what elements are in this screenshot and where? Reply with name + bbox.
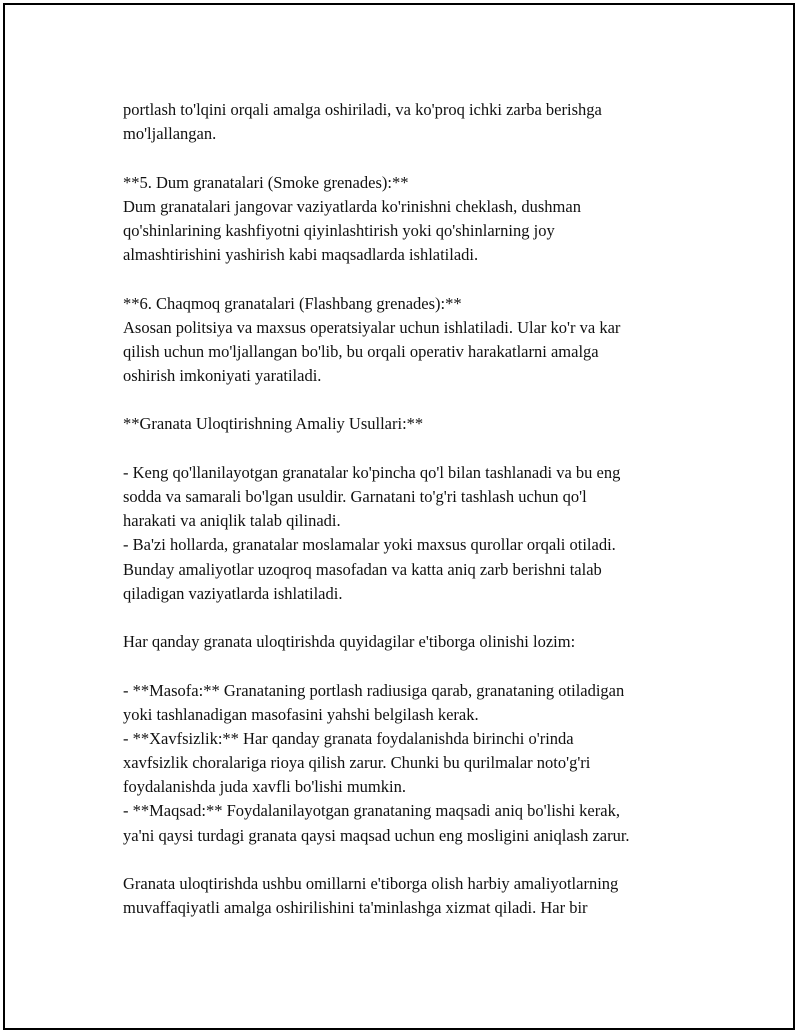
text-line: **5. Dum granatalari (Smoke grenades):**	[123, 172, 409, 192]
text-line: almashtirishini yashirish kabi maqsadlarda ishlatiladi.	[123, 245, 479, 265]
text-line: mo'ljallangan.	[123, 124, 217, 144]
text-line: xavfsizlik choralariga rioya qilish zarur. Chunki bu qurilmalar noto'g'ri	[123, 753, 591, 773]
text-line: oshirish imkoniyati yaratiladi.	[123, 366, 322, 386]
blank-line	[123, 267, 723, 291]
text-line: - **Masofa:** Granataning portlash radiusiga qarab, granataning otiladigan	[123, 680, 625, 700]
blank-line	[123, 146, 723, 170]
text-line: yoki tashlanadigan masofasini yahshi belgilash kerak.	[123, 704, 479, 724]
blank-line	[123, 437, 723, 461]
text-line: muvaffaqiyatli amalga oshirilishini ta'minlashga xizmat qiladi. Har bir	[123, 898, 588, 918]
text-line: Granata uloqtirishda ushbu omillarni e'tiborga olish harbiy amaliyotlarning	[123, 874, 619, 893]
text-line: - Keng qo'llanilayotgan granatalar ko'pincha qo'l bilan tashlanadi va bu eng	[123, 462, 621, 482]
text-line: qilish uchun mo'ljallangan bo'lib, bu orqali operativ harakatlarni amalga	[123, 341, 599, 361]
document-page	[3, 3, 795, 1030]
blank-line	[123, 606, 723, 630]
text-line: foydalanishda juda xavfli bo'lishi mumkin.	[123, 777, 406, 797]
text-line: qo'shinlarining kashfiyotni qiyinlashtirish yoki qo'shinlarning joy	[123, 220, 555, 240]
text-line: sodda va samarali bo'lgan usuldir. Garnatani to'g'ri tashlash uchun qo'l	[123, 487, 587, 506]
text-line: qiladigan vaziyatlarda ishlatiladi.	[123, 583, 343, 603]
text-line: **6. Chaqmoq granatalari (Flashbang grenades):**	[123, 293, 462, 313]
blank-line	[123, 848, 723, 872]
text-line: - **Maqsad:** Foydalanilayotgan granataning maqsadi aniq bo'lishi kerak,	[123, 801, 620, 821]
text-line: Asosan politsiya va maxsus operatsiyalar uchun ishlatiladi. Ular ko'r va kar	[123, 317, 621, 337]
text-line: harakati va aniqlik talab qilinadi.	[123, 511, 341, 531]
text-line: - **Xavfsizlik:** Har qanday granata foydalanishda birinchi o'rinda	[123, 728, 574, 748]
text-line: ya'ni qaysi turdagi granata qaysi maqsad uchun eng mosligini aniqlash zarur.	[123, 825, 630, 845]
text-line: portlash to'lqini orqali amalga oshiriladi, va ko'proq ichki zarba berishga	[123, 100, 602, 119]
text-line: **Granata Uloqtirishning Amaliy Usullari:**	[123, 414, 424, 434]
document-body	[123, 98, 723, 920]
text-line: Dum granatalari jangovar vaziyatlarda ko'rinishni cheklash, dushman	[123, 196, 581, 216]
text-line: Bunday amaliyotlar uzoqroq masofadan va katta aniq zarb berishni talab	[123, 559, 602, 579]
text-line: - Ba'zi hollarda, granatalar moslamalar yoki maxsus qurollar orqali otiladi.	[123, 535, 616, 555]
text-line: Har qanday granata uloqtirishda quyidagilar e'tiborga olinishi lozim:	[123, 632, 576, 652]
blank-line	[123, 654, 723, 678]
blank-line	[123, 388, 723, 412]
